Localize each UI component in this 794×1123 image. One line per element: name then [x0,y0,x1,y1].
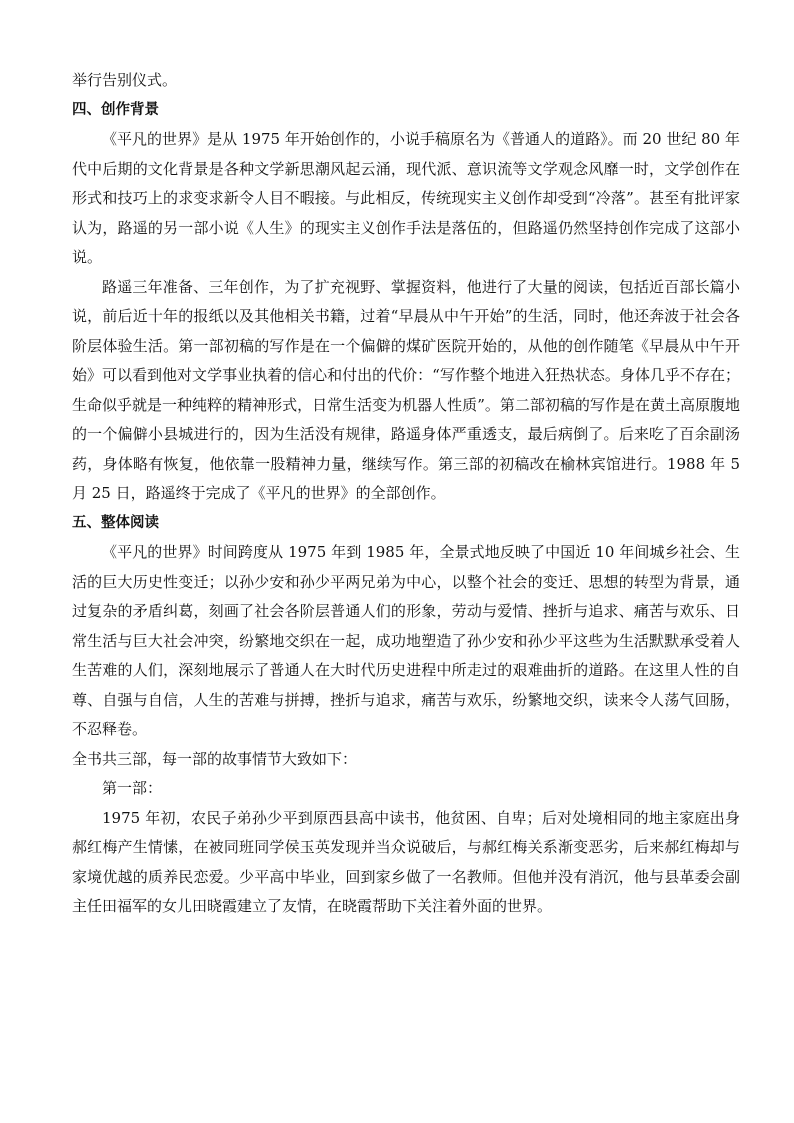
text-line: 举行告别仪式。 [72,71,178,89]
section-heading-overall-reading: 五、整体阅读 [72,514,159,531]
paragraph-overall-reading: 《平凡的世界》时间跨度从 1975 年到 1985 年，全景式地反映了中国近 10 年间城乡社会、生活的巨大历史性变迁；以孙少安和孙少平两兄弟为中心，以整个社会的变迁、思想的转型为背景，通过复杂的矛盾纠葛，刻画了社会各阶层普通人们的形象，劳动与爱情、挫折与追求、痛苦与欢乐、日常生活与巨大社会冲突，纷繁地交织在一起，成功地塑造了孙少安和孙少平这些为生活默默承受着人生苦难的人们，深刻地展示了普通人在大时代历史进程中所走过的艰难曲折的道路。在这里人性的自尊、自强与自信，人生的苦难与拼搏，挫折与追求，痛苦与欢乐，纷繁地交织，读来令人荡气回肠，不忍释卷。 [72,543,740,738]
paragraph-part-one: 1975 年初，农民子弟孙少平到原西县高中读书，他贫困、自卑；后对处境相同的地主家庭出身郝红梅产生情愫，在被同班同学侯玉英发现并当众说破后，与郝红梅关系渐变恶劣，后来郝红梅却与家境优越的质养民恋爱。少平高中毕业，回到家乡做了一名教师。但他并没有消沉，他与县革委会副主任田福军的女儿田晓霞建立了友情，在晓霞帮助下关注着外面的世界。 [72,808,740,915]
paragraph-background: 《平凡的世界》是从 1975 年开始创作的，小说手稿原名为《普通人的道路》。而 20 世纪 80 年代中后期的文化背景是各种文学新思潮风起云涌，现代派、意识流等文学观念风靡一时，文学创作在形式和技巧上的求变求新令人目不暇接。与此相反，传统现实主义创作却受到“冷落”。甚至有批评家认为，路遥的另一部小说《人生》的现实主义创作手法是落伍的，但路遥仍然坚持创作完成了这部小说。 [72,130,740,266]
section-heading-background: 四、创作背景 [72,101,159,118]
document-page [72,66,740,922]
paragraph-three-parts-intro: 全书共三部，每一部的故事情节大致如下： [72,749,358,768]
paragraph-writing-process: 路遥三年准备、三年创作，为了扩充视野、掌握资料，他进行了大量的阅读，包括近百部长篇小说，前后近十年的报纸以及其他相关书籍，过着“早晨从中午开始”的生活，同时，他还奔波于社会各阶层体验生活。第一部初稿的写作是在一个偏僻的煤矿医院开始的，从他的创作随笔《早晨从中午开始》可以看到他对文学事业执着的信心和付出的代价：“写作整个地进入狂热状态。身体几乎不存在；生命似乎就是一种纯粹的精神形式，日常生活变为机器人性质”。第二部初稿的写作是在黄土高原腹地的一个偏僻小县城进行的，因为生活没有规律，路遥身体严重透支，最后病倒了。后来吃了百余副汤药，身体略有恢复，他依靠一股精神力量，继续写作。第三部的初稿改在榆林宾馆进行。1988 年 5 月 25 日，路遥终于完成了《平凡的世界》的全部创作。 [72,277,740,502]
part-one-label: 第一部： [102,779,163,797]
